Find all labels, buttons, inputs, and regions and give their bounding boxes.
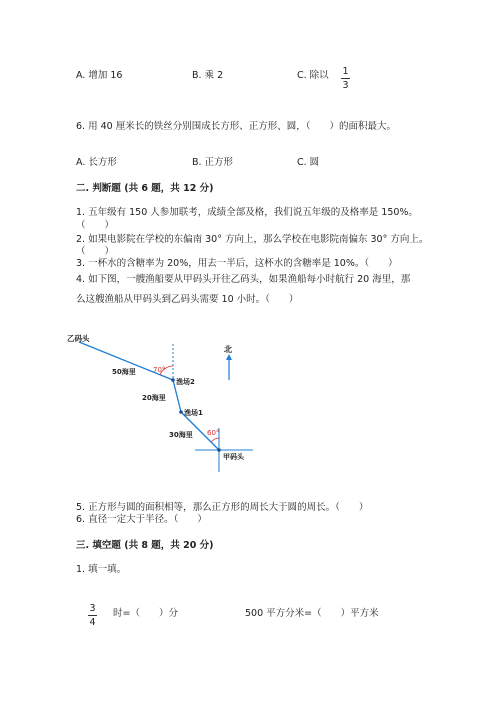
label-angle-70: 70° — [153, 366, 166, 374]
fraction-denominator: 3 — [342, 80, 349, 91]
fraction-one-third — [341, 66, 350, 91]
fraction-numerator: 1 — [342, 66, 349, 77]
question-6-stem: 6. 用 40 厘米长的铁丝分别围成长方形、正方形、圆，（ ）的面积最大。 — [76, 121, 396, 132]
judge-q1-line1: 1. 五年级有 150 人参加联考，成绩全部及格，我们说五年级的及格率是 150%。 — [76, 207, 418, 218]
label-north: 北 — [224, 345, 232, 354]
judge-q1-line2: （ ） — [76, 220, 115, 231]
label-field1: 渔场1 — [184, 409, 203, 417]
judge-q6: 6. 直径一定大于半径。（ ） — [76, 514, 207, 525]
q6-option-b: B. 正方形 — [192, 157, 234, 168]
judge-q4-line2: 么这艘渔船从甲码头到乙码头需要 10 小时。（ ） — [76, 294, 299, 305]
judge-q5: 5. 正方形与圆的面积相等，那么正方形的周长大于圆的周长。（ ） — [76, 502, 369, 513]
section-3-heading: 三. 填空题 (共 8 题，共 20 分) — [76, 540, 214, 551]
judge-q2-line1: 2. 如果电影院在学校的东偏南 30° 方向上，那么学校在电影院南偏东 30° 方向上。 — [76, 234, 429, 245]
judge-q2-line2: （ ） — [76, 246, 115, 257]
q6-option-c: C. 圆 — [297, 157, 320, 168]
fraction-bar — [88, 615, 97, 616]
label-dist-50: 50海里 — [112, 368, 136, 376]
field2-point — [171, 378, 175, 382]
north-arrow-icon — [226, 354, 232, 360]
route-map-diagram — [60, 330, 270, 480]
jia-point — [217, 448, 221, 452]
label-dist-30: 30海里 — [169, 431, 193, 439]
q6-option-a: A. 长方形 — [76, 157, 117, 168]
angle-60-arc — [211, 438, 219, 442]
fraction-numerator: 3 — [89, 603, 96, 614]
field1-point — [179, 410, 183, 414]
fraction-three-quarters — [88, 603, 97, 628]
option-b: B. 乘 2 — [192, 70, 224, 81]
section-2-heading: 二. 判断题 (共 6 题，共 12 分) — [76, 183, 214, 194]
judge-q3: 3. 一杯水的含糖率为 20%，用去一半后，这杯水的含糖率是 10%。（ ） — [76, 258, 398, 269]
label-dist-20: 20海里 — [142, 394, 166, 402]
label-jia-dock: 甲码头 — [223, 453, 244, 461]
fraction-denominator: 4 — [89, 617, 96, 628]
judge-q4-line1: 4. 如下图，一艘渔船要从甲码头开往乙码头，如果渔船每小时航行 20 海里，那 — [76, 274, 411, 285]
fill-blank-area: 500 平方分米=（ ）平方米 — [245, 608, 379, 619]
option-c: C. 除以 — [297, 70, 329, 81]
option-a: A. 增加 16 — [76, 70, 123, 81]
fraction-bar — [341, 78, 350, 79]
label-yi-dock: 乙码头 — [67, 334, 90, 343]
fill-q1: 1. 填一填。 — [76, 564, 127, 575]
label-field2: 渔场2 — [176, 378, 195, 386]
label-angle-60: 60° — [207, 429, 220, 437]
fill-blank-hours: 时=（ ）分 — [113, 608, 178, 619]
